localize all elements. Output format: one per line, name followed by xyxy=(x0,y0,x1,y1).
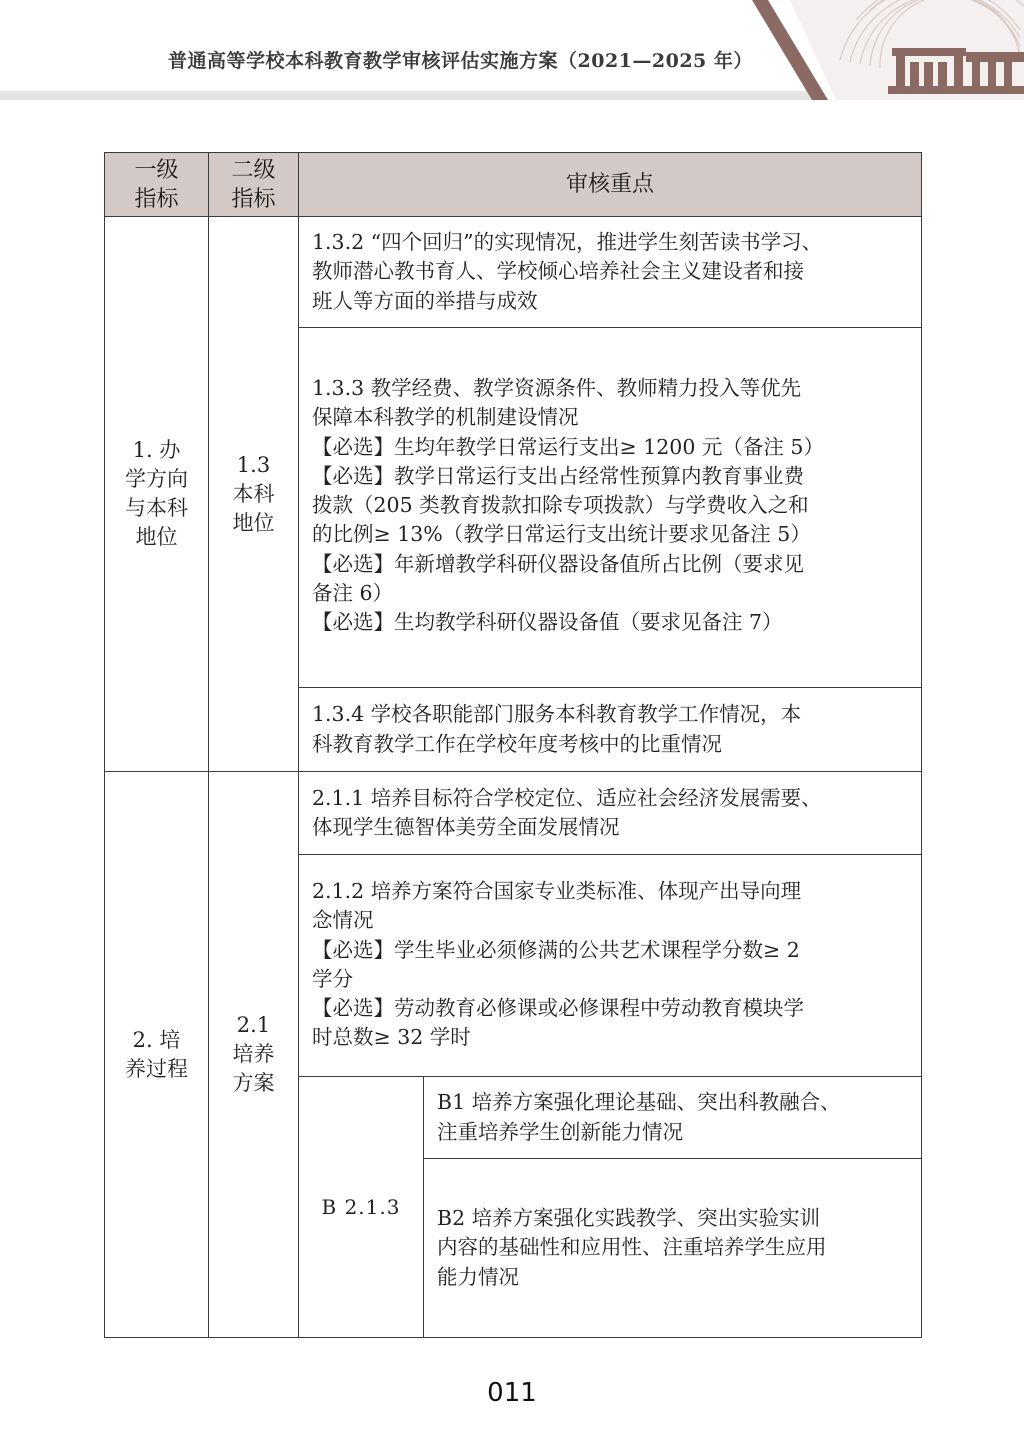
header-band xyxy=(0,0,1024,100)
header-review-focus: 审核重点 xyxy=(299,153,922,217)
header-level1: 一级 指标 xyxy=(105,153,209,217)
review-item-1-3-3: 1.3.3 教学经费、教学资源条件、教师精力投入等优先 保障本科教学的机制建设情况 【必选】生均年教学日常运行支出≥ 1200 元（备注 5） 【必选】教学日常运行支出占经常性预算内教育事业费 拨款（205 类教育拨款扣除专项拨款）与学费收入之和 的比例≥ 13%（教学日常运行支出统计要求见备注 5） 【必选】年新增教学科研仪器设备值所占比例（要求见 备注 6） 【必选】生均教学科研仪器设备值（要求见备注 7） xyxy=(299,328,922,688)
review-item-2-1-2: 2.1.2 培养方案符合国家专业类标准、体现产出导向理 念情况 【必选】学生毕业必须修满的公共艺术课程学分数≥ 2 学分 【必选】劳动教育必修课或必修课程中劳动教育模块学 时总数≥ 32 学时 xyxy=(299,855,922,1077)
campus-building-emblem-icon xyxy=(760,0,1024,100)
level1-indicator-1: 1. 办 学方向 与本科 地位 xyxy=(105,217,209,772)
page-number: 011 xyxy=(487,1378,537,1408)
table-header-row xyxy=(105,153,922,217)
level2-indicator-2-1: 2.1 培养 方案 xyxy=(209,772,299,1338)
level2-indicator-1-3: 1.3 本科 地位 xyxy=(209,217,299,772)
document-title: 普通高等学校本科教育教学审核评估实施方案（2021—2025 年） xyxy=(168,50,753,72)
sub-item-code-b-2-1-3: B 2.1.3 xyxy=(299,1077,424,1338)
level1-indicator-2: 2. 培 养过程 xyxy=(105,772,209,1338)
review-item-1-3-2: 1.3.2 “四个回归”的实现情况，推进学生刻苦读书学习、 教师潜心教书育人、学校倾心培养社会主义建设者和接 班人等方面的举措与成效 xyxy=(299,217,922,328)
option-b2: B2 培养方案强化实践教学、突出实验实训 内容的基础性和应用性、注重培养学生应用 能力情况 xyxy=(424,1159,922,1338)
review-item-2-1-1: 2.1.1 培养目标符合学校定位、适应社会经济发展需要、 体现学生德智体美劳全面发展情况 xyxy=(299,772,922,855)
header-level2: 二级 指标 xyxy=(209,153,299,217)
table-row xyxy=(105,217,922,328)
review-criteria-table xyxy=(104,152,922,1338)
table-row xyxy=(105,772,922,855)
review-item-1-3-4: 1.3.4 学校各职能部门服务本科教育教学工作情况，本 科教育教学工作在学校年度考核中的比重情况 xyxy=(299,688,922,772)
option-b1: B1 培养方案强化理论基础、突出科教融合、 注重培养学生创新能力情况 xyxy=(424,1077,922,1159)
